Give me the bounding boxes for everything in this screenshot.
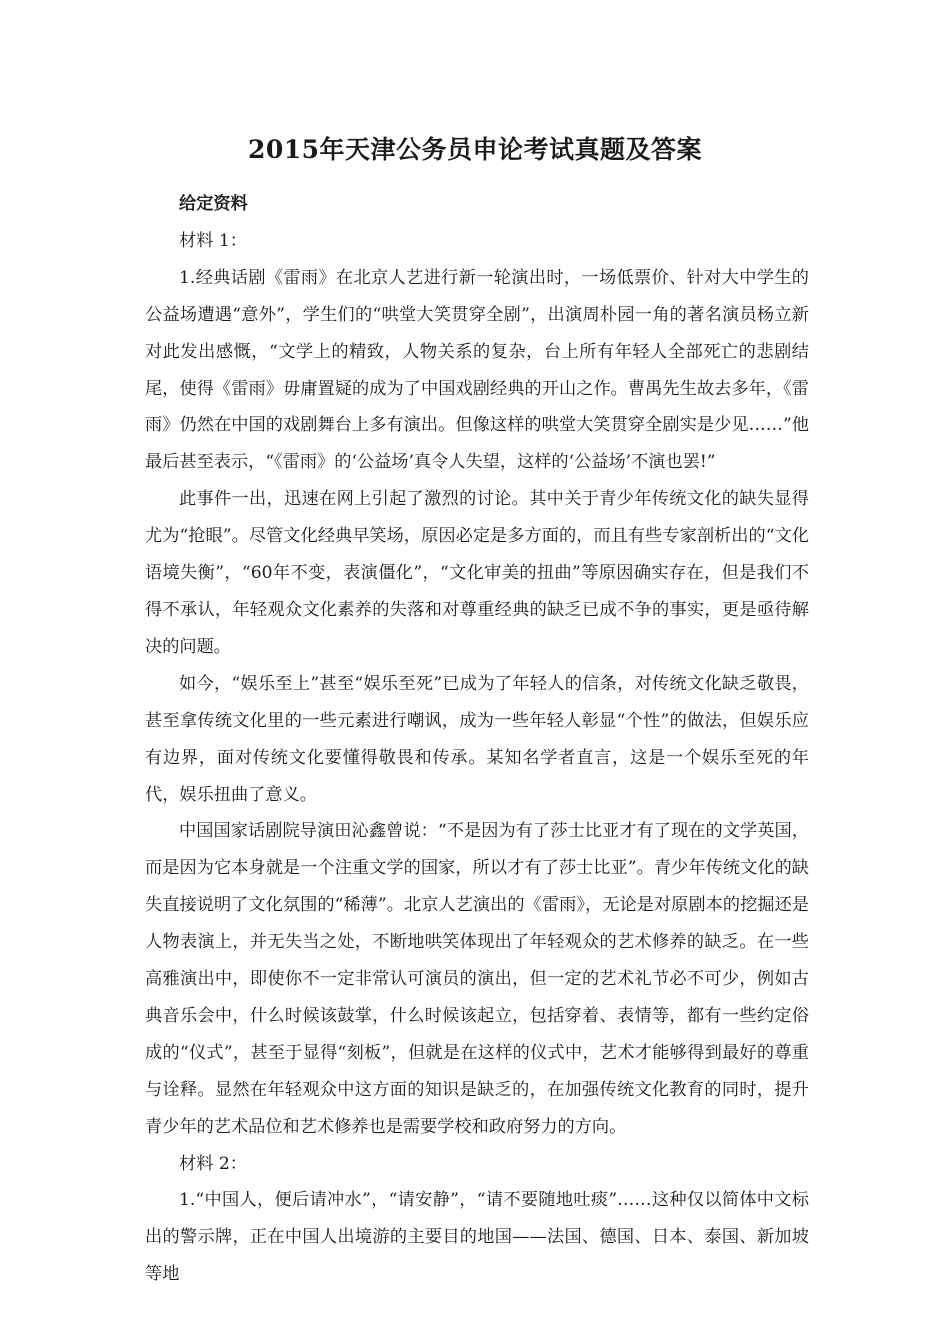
paragraph: 如今，“娱乐至上”甚至“娱乐至死”已成为了年轻人的信条，对传统文化缺乏敬畏，甚至拿传统文化里的一些元素进行嘲讽，成为一些年轻人彰显“个性”的做法，但娱乐应有边界，面对传统文化要懂得敬畏和传承。某知名学者直言，这是一个娱乐至死的年代，娱乐扭曲了意义。 — [145, 673, 809, 805]
material-1-label: 材料 1： — [179, 230, 247, 251]
paragraph: 1.经典话剧《雷雨》在北京人艺进行新一轮演出时，一场低票价、针对大中学生的公益场遭遇“意外”，学生们的“哄堂大笑贯穿全剧”，出演周朴园一角的著名演员杨立新对此发出感慨，“文学上的精致，人物关系的复杂，台上所有年轻人全部死亡的悲剧结尾，使得《雷雨》毋庸置疑的成为了中国戏剧经典的开山之作。曹禺先生故去多年，《雷雨》仍然在中国的戏剧舞台上多有演出。但像这样的哄堂大笑贯穿全剧实是少见……”他最后甚至表示，“《雷雨》的‘公益场’真令人失望，这样的‘公益场’不演也罢!” — [145, 267, 809, 473]
material-2-label: 材料 2： — [179, 1153, 247, 1174]
page-title: 2015年天津公务员申论考试真题及答案 — [247, 135, 703, 164]
paragraph: 中国国家话剧院导演田沁鑫曾说：“不是因为有了莎士比亚才有了现在的文学英国，而是因为它本身就是一个注重文学的国家，所以才有了莎士比亚”。青少年传统文化的缺失直接说明了文化氛围的“稀薄”。北京人艺演出的《雷雨》，无论是对原剧本的挖掘还是人物表演上，并无失当之处，不断地哄笑体现出了年轻观众的艺术修养的缺乏。在一些高雅演出中，即使你不一定非常认可演员的演出，但一定的艺术礼节必不可少，例如古典音乐会中，什么时候该鼓掌，什么时候该起立，包括穿着、表情等，都有一些约定俗成的“仪式”，甚至于显得“刻板”，但就是在这样的仪式中，艺术才能够得到最好的尊重与诠释。显然在年轻观众中这方面的知识是缺乏的，在加强传统文化教育的同时，提升青少年的艺术品位和艺术修养也是需要学校和政府努力的方向。 — [145, 821, 809, 1137]
section-heading: 给定资料 — [179, 194, 248, 214]
document-body — [145, 186, 809, 1293]
paragraph: 1.“中国人，便后请冲水”，“请安静”，“请不要随地吐痰”……这种仅以简体中文标出的警示牌，正在中国人出境游的主要目的地国——法国、德国、日本、泰国、新加坡等地 — [145, 1190, 809, 1285]
paragraph: 此事件一出，迅速在网上引起了激烈的讨论。其中关于青少年传统文化的缺失显得尤为“抢眼”。尽管文化经典早笑场，原因必定是多方面的，而且有些专家剖析出的“文化语境失衡”，“60年不变，表演僵化”，“文化审美的扭曲”等原因确实存在，但是我们不得不承认，年轻观众文化素养的失落和对尊重经典的缺乏已成不争的事实，更是亟待解决的问题。 — [145, 489, 809, 657]
